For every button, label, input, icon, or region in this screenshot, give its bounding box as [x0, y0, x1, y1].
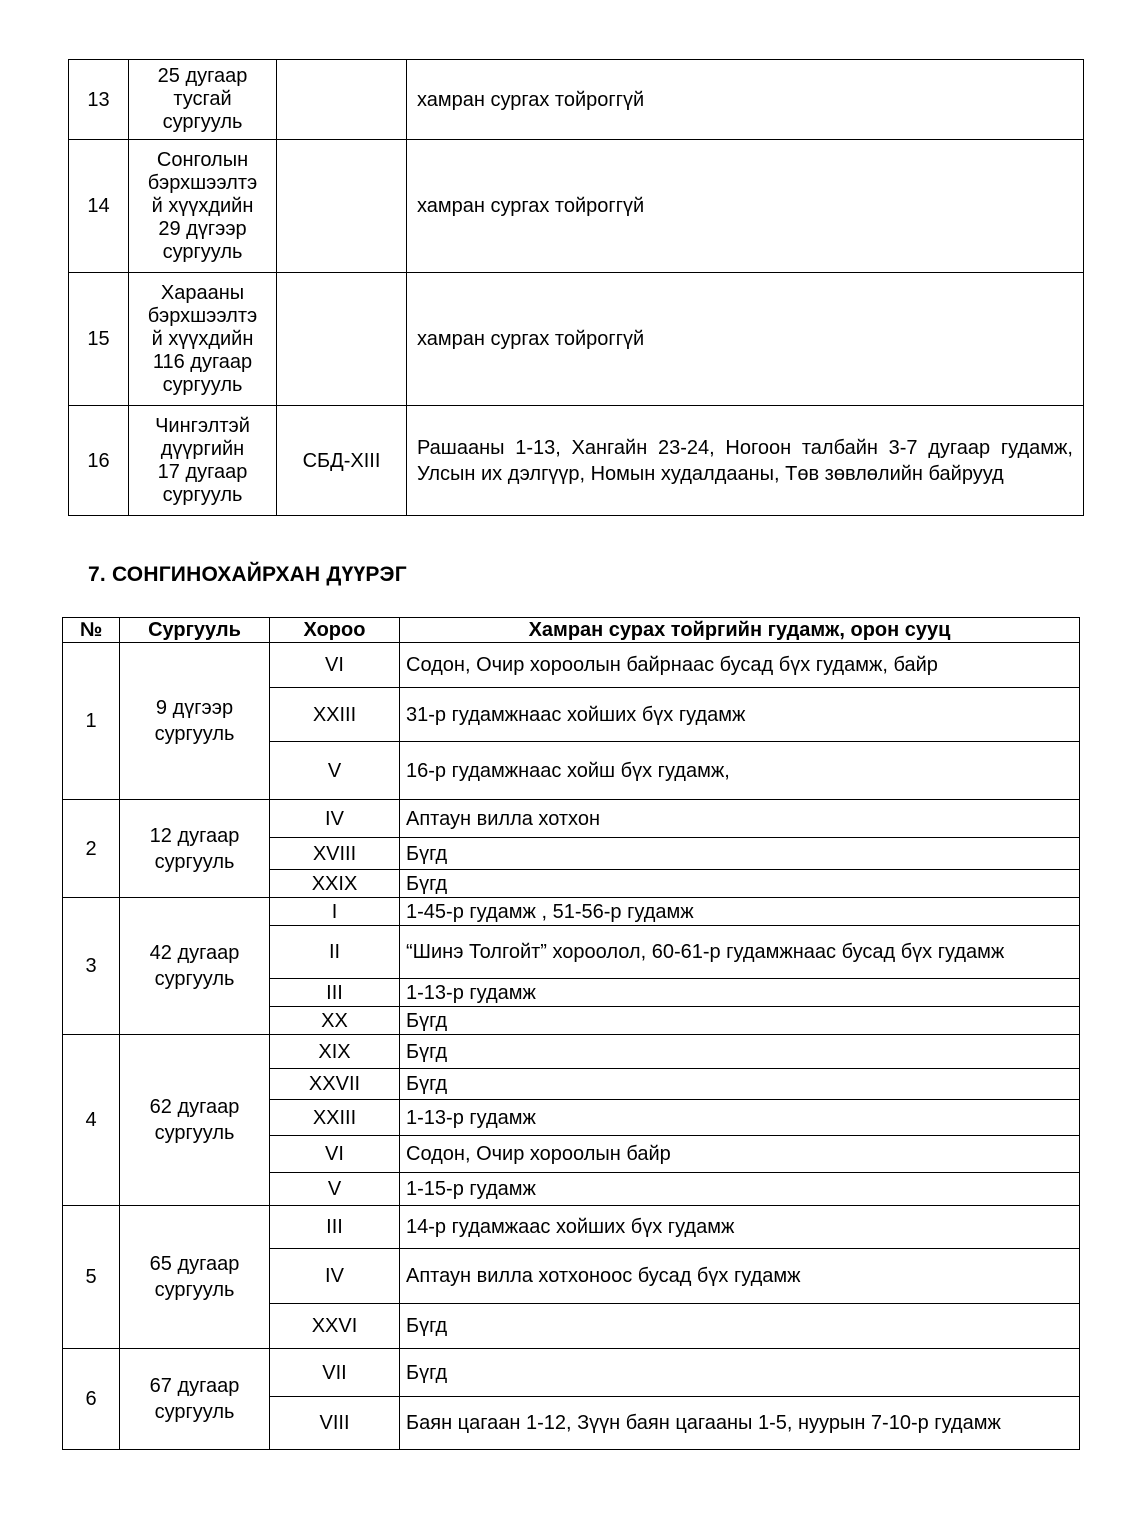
area-cell: Бүгд	[400, 1007, 1080, 1035]
school-name: 12 дугаар сургууль	[120, 800, 270, 898]
table-row	[69, 406, 1084, 516]
area-cell: 1-15-р гудамж	[400, 1173, 1080, 1206]
khoroo-cell: III	[270, 979, 400, 1007]
table-row	[63, 898, 1080, 926]
area-cell: 31-р гудамжнаас хойших бүх гудамж	[400, 688, 1080, 742]
school-name: Сонголын бэрхшээлтэ й хүүхдийн 29 дүгээр сургууль	[129, 140, 277, 273]
area-cell: Бүгд	[400, 1304, 1080, 1349]
khoroo-cell: I	[270, 898, 400, 926]
khoroo-cell: III	[270, 1206, 400, 1249]
school-name: 42 дугаар сургууль	[120, 898, 270, 1035]
header-school: Сургууль	[120, 618, 270, 643]
khoroo-cell: XXIII	[270, 688, 400, 742]
khoroo-cell: XIX	[270, 1035, 400, 1069]
header-number: №	[63, 618, 120, 643]
area-cell: Содон, Очир хороолын байр	[400, 1136, 1080, 1173]
row-number: 5	[63, 1206, 120, 1349]
khoroo-cell: СБД-XIII	[277, 406, 407, 516]
row-number: 15	[69, 273, 129, 406]
area-cell: 1-13-р гудамж	[400, 1100, 1080, 1136]
khoroo-cell	[277, 273, 407, 406]
school-name: Хараaны бэрхшээлтэ й хүүхдийн 116 дугаар сургууль	[129, 273, 277, 406]
row-number: 16	[69, 406, 129, 516]
table-row	[69, 140, 1084, 273]
khoroo-cell: XXIX	[270, 870, 400, 898]
area-cell: 14-р гудамжаас хойших бүх гудамж	[400, 1206, 1080, 1249]
row-number: 3	[63, 898, 120, 1035]
area-cell: хамран сургах тойроггүй	[407, 140, 1084, 273]
section-title: 7. СОНГИНОХАЙРХАН ДҮҮРЭГ	[88, 563, 407, 586]
area-cell: хамран сургах тойроггүй	[407, 273, 1084, 406]
khoroo-cell: XXVII	[270, 1069, 400, 1100]
area-cell: Бүгд	[400, 838, 1080, 870]
row-number: 2	[63, 800, 120, 898]
area-cell: 1-13-р гудамж	[400, 979, 1080, 1007]
khoroo-cell: V	[270, 1173, 400, 1206]
row-number: 6	[63, 1349, 120, 1450]
area-cell: Бүгд	[400, 1035, 1080, 1069]
area-cell: Аптаун вилла хотхоноос бусад бүх гудамж	[400, 1249, 1080, 1304]
khoroo-cell: XXVI	[270, 1304, 400, 1349]
table-row	[63, 1035, 1080, 1069]
area-cell: Баян цагаан 1-12, Зүүн баян цагааны 1-5, нуурын 7-10-р гудамж	[400, 1397, 1080, 1450]
area-cell: Бүгд	[400, 1069, 1080, 1100]
area-cell: Бүгд	[400, 1349, 1080, 1397]
area-cell: Аптаун вилла хотхон	[400, 800, 1080, 838]
khoroo-cell: XXIII	[270, 1100, 400, 1136]
header-row	[63, 618, 1080, 643]
area-cell: Содон, Очир хороолын байрнаас бусад бүх гудамж, байр	[400, 643, 1080, 688]
main-table	[62, 617, 1080, 1450]
khoroo-cell: XX	[270, 1007, 400, 1035]
khoroo-cell: VIII	[270, 1397, 400, 1450]
khoroo-cell	[277, 60, 407, 140]
area-cell: 16-р гудамжнаас хойш бүх гудамж,	[400, 742, 1080, 800]
khoroo-cell: IV	[270, 1249, 400, 1304]
khoroo-cell: VI	[270, 1136, 400, 1173]
school-name: 67 дугаар сургууль	[120, 1349, 270, 1450]
area-cell: 1-45-р гудамж , 51-56-р гудамж	[400, 898, 1080, 926]
school-name: 9 дүгээр сургууль	[120, 643, 270, 800]
area-cell: Рашааны 1-13, Хангайн 23-24, Ногоон талбайн 3-7 дугаар гудамж, Улсын их дэлгүүр, Номын худалдааны, Төв зөвлөлийн байрууд	[407, 406, 1084, 516]
row-number: 14	[69, 140, 129, 273]
header-area: Хамран сурах тойргийн гудамж, орон сууц	[400, 618, 1080, 643]
khoroo-cell: II	[270, 926, 400, 979]
table-row	[69, 273, 1084, 406]
khoroo-cell: V	[270, 742, 400, 800]
khoroo-cell: IV	[270, 800, 400, 838]
row-number: 4	[63, 1035, 120, 1206]
khoroo-cell: VI	[270, 643, 400, 688]
area-cell: хамран сургах тойроггүй	[407, 60, 1084, 140]
table-row	[63, 800, 1080, 838]
area-cell: “Шинэ Толгойт” хороолол, 60-61-р гудамжнаас бусад бүх гудамж	[400, 926, 1080, 979]
table-row	[69, 60, 1084, 140]
table-row	[63, 1206, 1080, 1249]
khoroo-cell: XVIII	[270, 838, 400, 870]
area-cell: Бүгд	[400, 870, 1080, 898]
school-name: 62 дугаар сургууль	[120, 1035, 270, 1206]
top-table	[68, 59, 1084, 516]
school-name: 65 дугаар сургууль	[120, 1206, 270, 1349]
header-khoroo: Хороо	[270, 618, 400, 643]
school-name: Чингэлтэй дүүргийн 17 дугаар сургууль	[129, 406, 277, 516]
row-number: 1	[63, 643, 120, 800]
khoroo-cell	[277, 140, 407, 273]
table-row	[63, 643, 1080, 688]
khoroo-cell: VII	[270, 1349, 400, 1397]
table-row	[63, 1349, 1080, 1397]
school-name: 25 дугаар тусгай сургууль	[129, 60, 277, 140]
row-number: 13	[69, 60, 129, 140]
